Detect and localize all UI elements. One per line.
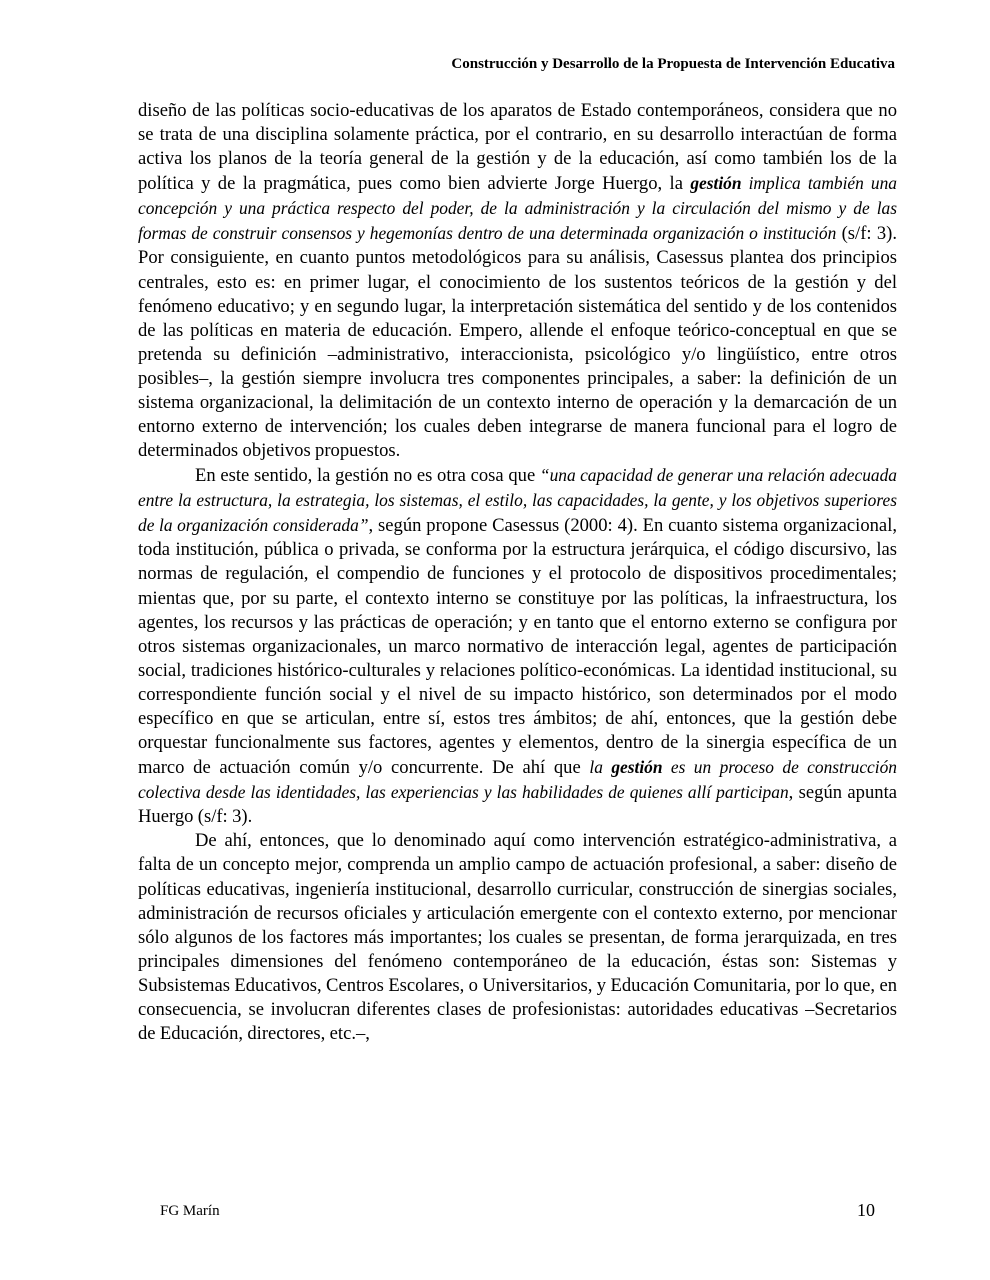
p2-emphasis-gestion: gestión: [611, 757, 663, 778]
page-number: 10: [857, 1200, 875, 1220]
p2-text-1: En este sentido, la gestión no es otra cosa que: [195, 465, 540, 487]
body-text: [138, 99, 897, 1046]
paragraph-3: [138, 829, 897, 1046]
p1-text-1: diseño de las políticas socio-educativas de los aparatos de Estado contemporáneos, considera que no se trata de una disciplina solamente práctica, por el contrario, en su desarrollo interactúan de forma activa los planos de la teoría general de la gestión y de la educación, así como también los de la política y de la pragmática, pues como bien advierte Jorge Huergo, la: [138, 100, 897, 195]
p2-text-3: , según apunta Huergo (s/f: 3).: [138, 782, 897, 828]
paragraph-1: [138, 99, 897, 463]
footer-author: FG Marín: [160, 1203, 220, 1219]
paragraph-2: [138, 463, 897, 829]
p2-quote-huergo-start: la: [589, 757, 612, 778]
p2-quote-casessus: “una capacidad de generar una relación adecuada entre la estructura, la estrategia, los sistemas, el estilo, las capacidades, la gente, y los objetivos superiores de la organización considerada”: [138, 465, 897, 536]
p2-quote-huergo-end: es un proceso de construcción colectiva desde las identidades, las experiencias y las habilidades de quienes allí participan: [138, 757, 897, 803]
running-header: Construcción y Desarrollo de la Propuesta de Intervención Educativa: [451, 56, 895, 72]
p1-quote-huergo: implica también una concepción y una práctica respecto del poder, de la administración y la circulación del mismo y de las formas de construir consensos y hegemonías dentro de una determinada organización o institución: [138, 173, 897, 244]
p3-text-1: De ahí, entonces, que lo denominado aquí como intervención estratégico-administrativa, a falta de un concepto mejor, comprenda un amplio campo de actuación profesional, a saber: diseño de políticas educativas, ingeniería institucional, desarrollo curricular, construcción de sinergias sociales, administración de recursos oficiales y articulación emergente con el contexto externo, por mencionar sólo algunos de los factores más importantes; los cuales se presentan, de forma jerarquizada, en tres principales dimensiones del fenómeno contemporáneo de la educación, éstas son: Sistemas y Subsistemas Educativos, Centros Escolares, o Universitarios, y Educación Comunitaria, por lo que, en consecuencia, se involucran diferentes clases de profesionistas: autoridades educativas –Secretarios de Educación, directores, etc.–,: [138, 830, 897, 1044]
p1-text-2: (s/f: 3). Por consiguiente, en cuanto puntos metodológicos para su análisis, Casessus plantea dos principios centrales, esto es: en primer lugar, el conocimiento de los sustentos teóricos de la gestión y del fenómeno educativo; y en segundo lugar, la interpretación sistemática del sentido y de los contenidos de las políticas en materia de educación. Empero, allende el enfoque teórico-conceptual en que se pretenda su definición –administrativo, interaccionista, psicológico y/o lingüístico, entre otros posibles–, la gestión siempre involucra tres componentes principales, a saber: la definición de un sistema organizacional, la delimitación de un contexto interno de operación y la demarcación de un entorno externo de intervención; los cuales deben integrarse de manera funcional para el logro de determinados objetivos propuestos.: [138, 223, 897, 462]
p2-text-2: , según propone Casessus (2000: 4). En cuanto sistema organizacional, toda institución, pública o privada, se conforma por la estructura jerárquica, el código discursivo, las normas de regulación, el compendio de funciones y el protocolo de dispositivos procedimentales; mientas que, por su parte, el contexto interno se constituye por las políticas, la infraestructura, los agentes, los recursos y las prácticas de operación; y en tanto que el entorno externo se configura por otros sistemas organizacionales, un marco normativo de interacción legal, agentes de participación social, tradiciones histórico-culturales y relaciones político-económicas. La identidad institucional, su correspondiente función social y el nivel de su impacto histórico, son determinados por el modo específico en que se articulan, entre sí, estos tres ámbitos; de ahí, entonces, que la gestión debe orquestar funcionalmente sus factores, agentes y elementos, dentro de la sinergia específica de un marco de actuación común y/o concurrente. De ahí que: [138, 515, 898, 779]
p1-emphasis-gestion: gestión: [690, 173, 742, 194]
